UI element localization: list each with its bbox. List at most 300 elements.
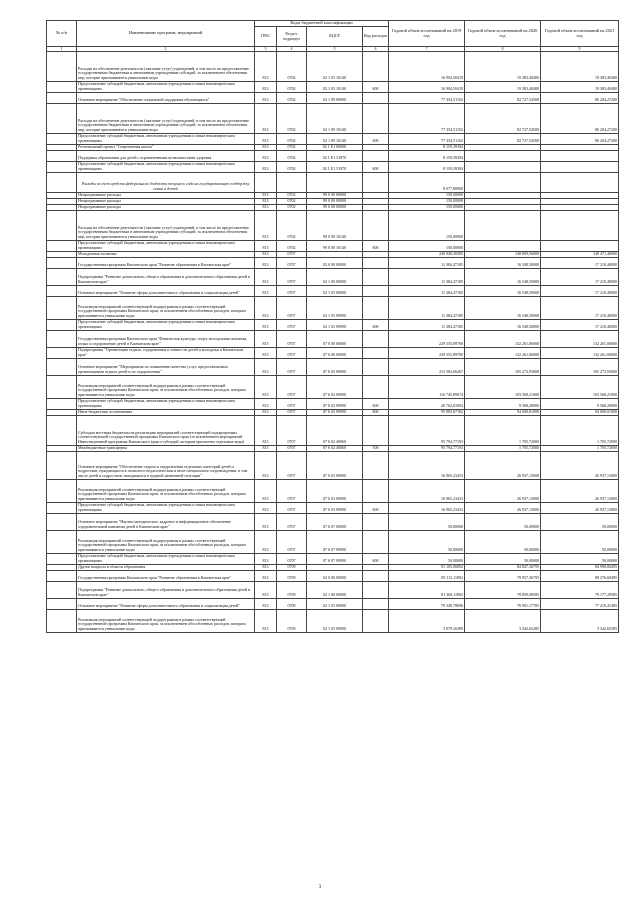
row-2021: 132 261,06000 [541, 348, 619, 359]
row-2021: 105 273,93000 [541, 359, 619, 376]
table-row [47, 452, 619, 480]
row-2019: 229 555,89700 [389, 331, 465, 348]
row-2021: 17 210,40000 [541, 297, 619, 320]
table-row [47, 514, 619, 531]
row-number [47, 286, 77, 297]
row-vr [363, 258, 389, 269]
col-number: 2 [77, 47, 255, 52]
row-section: 0702 [277, 199, 307, 205]
row-section: 0707 [277, 297, 307, 320]
row-grbs: 813 [255, 93, 277, 104]
row-2020: 1 705,72000 [465, 416, 541, 446]
row-section: 0709 [277, 610, 307, 633]
row-number [47, 104, 77, 134]
table-row [47, 554, 619, 565]
table-row [47, 359, 619, 376]
row-kcsr: 02 1 E1 00000 [307, 145, 363, 151]
row-section: 0709 [277, 582, 307, 599]
row-2020 [465, 173, 541, 193]
row-2020: 9 568,20000 [465, 399, 541, 410]
row-kcsr: 02 1 E1 51870 [307, 162, 363, 173]
row-section: 0707 [277, 480, 307, 503]
row-grbs: 813 [255, 582, 277, 599]
header-kcsr: КЦСР [307, 27, 363, 47]
row-number [47, 531, 77, 554]
row-grbs: 813 [255, 82, 277, 93]
row-2019: 16 904,50419 [389, 52, 465, 82]
table-row [47, 571, 619, 582]
row-number [47, 610, 77, 633]
row-2021: 132 261,06000 [541, 331, 619, 348]
row-2019: 16 965,23433 [389, 503, 465, 514]
table-row [47, 297, 619, 320]
row-number [47, 241, 77, 252]
row-2021: 17 210,40000 [541, 286, 619, 297]
row-2019: 229 555,89700 [389, 348, 465, 359]
header-2020: Годовой объем ассигнований на 2020 год [465, 21, 541, 47]
row-grbs: 813 [255, 348, 277, 359]
row-2020: 105 273,93000 [465, 359, 541, 376]
header-no: № п/п [47, 21, 77, 47]
row-2019: 81 368,11892 [389, 582, 465, 599]
row-section: 0707 [277, 269, 307, 286]
table-row [47, 52, 619, 82]
row-2021 [541, 162, 619, 173]
row-2020: 132 261,06000 [465, 331, 541, 348]
table-row [47, 93, 619, 104]
table-row [47, 151, 619, 162]
row-vr: 600 [363, 554, 389, 565]
row-2019: 95 794,77193 [389, 416, 465, 446]
row-kcsr [307, 173, 363, 193]
row-grbs: 813 [255, 104, 277, 134]
row-2019: 8 077,80000 [389, 173, 465, 193]
row-2019: 150,00000 [389, 211, 465, 241]
row-number [47, 480, 77, 503]
col-number: 7 [389, 47, 465, 52]
table-row [47, 376, 619, 399]
table-row [47, 286, 619, 297]
row-number [47, 599, 77, 610]
row-2021: 80 276,60495 [541, 571, 619, 582]
row-2021: 26 937,13000 [541, 452, 619, 480]
row-section: 0707 [277, 359, 307, 376]
table-row [47, 173, 619, 193]
row-kcsr: 02 1 09 10140 [307, 134, 363, 145]
row-2020: 50,00000 [465, 531, 541, 554]
row-section: 0702 [277, 162, 307, 173]
row-vr [363, 348, 389, 359]
row-2020: 148 809,56000 [465, 252, 541, 258]
row-section: 0707 [277, 514, 307, 531]
row-2020: 94 000,01000 [465, 410, 541, 416]
row-section: 0702 [277, 193, 307, 199]
row-number [47, 452, 77, 480]
row-2021: 19 383,40400 [541, 52, 619, 82]
row-name: Государственная программа Камчатского края "Физическая культура, спорт, молодежная политика, отдых и оздоровление детей в Камчатском крае" [77, 331, 255, 348]
row-2019: 50,00000 [389, 554, 465, 565]
row-name: Межбюджетные трансферты [77, 446, 255, 452]
row-2019: 213 582,66267 [389, 359, 465, 376]
row-2020: 26 937,13000 [465, 503, 541, 514]
row-section: 0702 [277, 93, 307, 104]
row-number [47, 297, 77, 320]
row-2019: 16 965,23433 [389, 452, 465, 480]
header-rzpr: Раздел, подраздел [277, 27, 307, 47]
row-name: Предоставление субсидий бюджетным, автономным учреждениям и иным некоммерческим организациям [77, 134, 255, 145]
row-name: Предоставление субсидий бюджетным, автономным учреждениям и иным некоммерческим организациям [77, 82, 255, 93]
row-kcsr: 07 6 02 00000 [307, 359, 363, 376]
row-kcsr: 07 6 03 09990 [307, 480, 363, 503]
row-2020: 82 727,54500 [465, 93, 541, 104]
page-number: 3 [318, 885, 322, 890]
table-row [47, 269, 619, 286]
row-2021: 17 210,40000 [541, 258, 619, 269]
row-name: Государственная программа Камчатского края "Развитие образования в Камчатском крае" [77, 571, 255, 582]
row-vr [363, 571, 389, 582]
row-kcsr: 99 0 00 00000 [307, 205, 363, 211]
header-vr: Вид расходов [363, 27, 389, 47]
row-2021: 50,00000 [541, 514, 619, 531]
row-vr: 600 [363, 399, 389, 410]
row-name: Государственная программа Камчатского края "Развитие образования в Камчатском крае" [77, 258, 255, 269]
row-section: 0707 [277, 399, 307, 410]
row-number [47, 331, 77, 348]
row-name: Реализация мероприятий соответствующей подпрограммы в рамках соответствующей государственной программы Камчатского края, за исключением обособленных расходов, которым присваиваются уникальные коды [77, 531, 255, 554]
table-row [47, 399, 619, 410]
row-section: 0702 [277, 52, 307, 82]
row-2020 [465, 151, 541, 162]
table-row [47, 320, 619, 331]
row-2020: 19 383,40400 [465, 82, 541, 93]
row-name: Субсидии местным бюджетам на реализацию мероприятий соответствующей подпрограммы соответствующей государственной программы Камчатского края (за исключением мероприятий Инвестиционной программы Камчатского края и субсидий, которым присвоены отдельные коды) [77, 416, 255, 446]
row-section: 0707 [277, 331, 307, 348]
row-2019: 8 159,39394 [389, 162, 465, 173]
row-kcsr: 02 1 03 09990 [307, 297, 363, 320]
row-number [47, 162, 77, 173]
row-2020: 84 847,36795 [465, 565, 541, 571]
row-2020: 19 383,40400 [465, 52, 541, 82]
row-vr [363, 416, 389, 446]
row-name: Расходы на обеспечение деятельности (оказание услуг) учреждений, в том числе на предоставление государственным бюджетным и автономным учреждениям субсидий, за исключением обеспечения мер, которые присваиваются уникальные коды [77, 104, 255, 134]
table-row [47, 503, 619, 514]
row-section: 0707 [277, 320, 307, 331]
row-section: 0707 [277, 446, 307, 452]
row-section: 0702 [277, 82, 307, 93]
row-name: Непрограммные расходы [77, 205, 255, 211]
row-section: 0707 [277, 554, 307, 565]
row-grbs: 813 [255, 269, 277, 286]
row-section: 0709 [277, 565, 307, 571]
row-name: Предоставление субсидий бюджетным, автономным учреждениям и иным некоммерческим организациям [77, 554, 255, 565]
row-2020 [465, 241, 541, 252]
row-section: 0707 [277, 503, 307, 514]
row-vr [363, 331, 389, 348]
budget-table [46, 20, 619, 633]
row-vr [363, 173, 389, 193]
row-vr [363, 359, 389, 376]
row-number [47, 93, 77, 104]
row-kcsr: 02 1 09 00000 [307, 93, 363, 104]
row-2019: 50,00000 [389, 514, 465, 531]
row-name: Основное мероприятие "Мероприятия по повышению качества услуг, предоставляемых организациями отдыха детей и их оздоровления" [77, 359, 255, 376]
row-vr [363, 211, 389, 241]
row-name: Предоставление субсидий бюджетным, автономным учреждениям и иным некоммерческим организациям [77, 399, 255, 410]
row-grbs: 813 [255, 162, 277, 173]
row-grbs: 813 [255, 211, 277, 241]
row-2020: 16 548,50000 [465, 286, 541, 297]
row-2019: 77 354,51102 [389, 104, 465, 134]
table-row [47, 582, 619, 599]
table-row [47, 531, 619, 554]
row-name: Предоставление субсидий бюджетным, автономным учреждениям и иным некоммерческим организациям [77, 320, 255, 331]
row-name: Предоставление субсидий бюджетным, автономным учреждениям и иным некоммерческим организациям [77, 503, 255, 514]
row-vr: 600 [363, 134, 389, 145]
table-row [47, 104, 619, 134]
row-section: 0702 [277, 145, 307, 151]
row-name: Подпрограмма "Организация отдыха, оздоровления и занятости детей и молодежи в Камчатском крае" [77, 348, 255, 359]
row-vr: 600 [363, 162, 389, 173]
row-2019: 77 354,51102 [389, 93, 465, 104]
row-section: 0702 [277, 151, 307, 162]
row-2020: 50,00000 [465, 554, 541, 565]
row-grbs: 813 [255, 610, 277, 633]
table-row [47, 599, 619, 610]
row-2019: 150,00000 [389, 193, 465, 199]
row-vr [363, 376, 389, 399]
table-row [47, 162, 619, 173]
header-codes: Коды бюджетной классификации [255, 21, 389, 27]
row-grbs: 813 [255, 571, 277, 582]
row-section: 0707 [277, 252, 307, 258]
row-grbs: 813 [255, 134, 277, 145]
row-vr [363, 269, 389, 286]
row-2019: 79 349,78696 [389, 599, 465, 610]
row-2021 [541, 173, 619, 193]
col-number: 5 [307, 47, 363, 52]
row-name: Молодежная политика [77, 252, 255, 258]
row-2021: 1 705,72000 [541, 416, 619, 446]
row-name: Непрограммные расходы [77, 199, 255, 205]
row-name: Расходы на обеспечение деятельности (оказание услуг) учреждений, в том числе на предоставление государственным бюджетным и автономным учреждениям субсидий, за исключением обеспечения мер, которые присваиваются уникальные коды [77, 211, 255, 241]
row-name: Расходы на обеспечение деятельности (оказание услуг) учреждений, в том числе на предоставление государственным бюджетным и автономным учреждениям субсидий, за исключением обеспечения мер, которые присваиваются уникальные коды [77, 52, 255, 82]
row-grbs: 813 [255, 241, 277, 252]
row-name: Иные бюджетные ассигнования [77, 410, 255, 416]
row-name: Другие вопросы в области образования [77, 565, 255, 571]
row-vr: 600 [363, 503, 389, 514]
row-2019: 95 983,67182 [389, 410, 465, 416]
col-number: 9 [541, 47, 619, 52]
row-kcsr: 07 0 00 00000 [307, 331, 363, 348]
row-vr: 800 [363, 410, 389, 416]
row-kcsr: 02 1 03 10140 [307, 82, 363, 93]
row-number [47, 348, 77, 359]
row-grbs: 813 [255, 193, 277, 199]
row-kcsr: 99 0 00 10140 [307, 241, 363, 252]
table-header [47, 21, 619, 47]
row-name: Реализация мероприятий соответствующей подпрограммы в рамках соответствующей государственной программы Камчатского края, за исключением обособленных расходов, которым присваиваются уникальные коды [77, 610, 255, 633]
table-row [47, 610, 619, 633]
table-row [47, 348, 619, 359]
table-row [47, 241, 619, 252]
row-2019: 50,00000 [389, 531, 465, 554]
row-vr [363, 151, 389, 162]
row-vr [363, 297, 389, 320]
row-2021: 26 937,13000 [541, 503, 619, 514]
table-row [47, 134, 619, 145]
row-section: 0707 [277, 452, 307, 480]
row-grbs: 813 [255, 416, 277, 446]
row-section: 0702 [277, 104, 307, 134]
row-2020: 16 548,50000 [465, 269, 541, 286]
row-2020 [465, 162, 541, 173]
row-number [47, 554, 77, 565]
row-section: 0707 [277, 348, 307, 359]
row-kcsr: 99 0 00 10140 [307, 211, 363, 241]
row-kcsr: 02 1 09 10140 [307, 104, 363, 134]
row-grbs: 813 [255, 286, 277, 297]
row-grbs: 813 [255, 452, 277, 480]
row-grbs: 813 [255, 359, 277, 376]
row-vr [363, 480, 389, 503]
row-kcsr: 07 6 03 09990 [307, 503, 363, 514]
row-kcsr: 99 0 00 00000 [307, 193, 363, 199]
col-number: 1 [47, 47, 77, 52]
row-grbs: 813 [255, 52, 277, 82]
row-kcsr: 02 1 00 00000 [307, 582, 363, 599]
row-2019: 77 354,51102 [389, 134, 465, 145]
row-grbs: 813 [255, 599, 277, 610]
col-number: 8 [465, 47, 541, 52]
row-section: 0707 [277, 258, 307, 269]
row-name: Предоставление субсидий бюджетным, автономным учреждениям и иным некоммерческим организациям [77, 162, 255, 173]
row-name: Основное мероприятие "Научно-методическое, кадровое и информационное обеспечение оздоровительной кампании детей в Камчатском крае" [77, 514, 255, 531]
row-number [47, 503, 77, 514]
row-2020: 76 901,17785 [465, 599, 541, 610]
row-name: Подпрограмма "Развитие дошкольного, общего образования и дополнительного образования детей в Камчатском крае" [77, 269, 255, 286]
row-name: Региональный проект "Современная школа" [77, 145, 255, 151]
row-grbs: 813 [255, 252, 277, 258]
row-2020: 78 859,08585 [465, 582, 541, 599]
row-2021: 94 000,01000 [541, 410, 619, 416]
row-section: 0707 [277, 410, 307, 416]
row-2021 [541, 241, 619, 252]
row-2020 [465, 211, 541, 241]
header-2019: Годовой объем ассигнований на 2019 год [389, 21, 465, 47]
row-2019: 11 384,47185 [389, 286, 465, 297]
row-number [47, 376, 77, 399]
row-2020: 26 937,13000 [465, 480, 541, 503]
row-2019: 11 384,47185 [389, 320, 465, 331]
row-grbs: 813 [255, 531, 277, 554]
row-number [47, 399, 77, 410]
row-section: 0702 [277, 241, 307, 252]
row-kcsr: 02 0 00 00000 [307, 258, 363, 269]
row-number [47, 514, 77, 531]
budget-table-sheet [46, 20, 618, 633]
row-grbs: 813 [255, 554, 277, 565]
col-number: 4 [277, 47, 307, 52]
row-grbs: 813 [255, 399, 277, 410]
col-number: 3 [255, 47, 277, 52]
row-2020: 82 727,54500 [465, 104, 541, 134]
row-2019: 8 159,39394 [389, 151, 465, 162]
row-2019: 150,00000 [389, 241, 465, 252]
row-vr: 600 [363, 82, 389, 93]
row-number [47, 134, 77, 145]
row-kcsr: 02 1 E1 51870 [307, 151, 363, 162]
row-vr [363, 514, 389, 531]
row-grbs: 813 [255, 320, 277, 331]
row-2021: 50,00000 [541, 531, 619, 554]
row-name: Основное мероприятие "Обеспечение отдыха и оздоровления отдельных категорий детей и подростков, нуждающихся в психолого-педагогическом и иное специальном сопровождении, в том числе детей и подростков, находящихся в трудной жизненной ситуации" [77, 452, 255, 480]
row-name: Реализация мероприятий соответствующей подпрограммы в рамках соответствующей государственной программы Камчатского края, за исключением обособленных расходов, которым присваиваются уникальные коды [77, 297, 255, 320]
table-row [47, 258, 619, 269]
row-section [277, 173, 307, 193]
row-2021: 26 937,13000 [541, 480, 619, 503]
row-2021: 9 568,20000 [541, 399, 619, 410]
row-name: Реализация мероприятий соответствующей подпрограммы в рамках соответствующей государственной программы Камчатского края, за исключением обособленных расходов, которым присваиваются уникальные коды [77, 480, 255, 503]
row-2021: 17 210,40000 [541, 320, 619, 331]
row-2021: 79 177,29585 [541, 582, 619, 599]
row-name: Поддержка образования для детей с ограниченными возможностями здоровья [77, 151, 255, 162]
table-body [47, 47, 619, 633]
row-vr [363, 93, 389, 104]
table-row [47, 480, 619, 503]
row-section: 0709 [277, 599, 307, 610]
row-grbs: 813 [255, 480, 277, 503]
row-kcsr: 02 0 00 00000 [307, 571, 363, 582]
row-section: 0702 [277, 134, 307, 145]
row-kcsr: 07 6 02 09990 [307, 376, 363, 399]
row-2021: 86 204,27200 [541, 104, 619, 134]
row-2021: 84 998,06495 [541, 565, 619, 571]
row-2021: 86 204,27200 [541, 134, 619, 145]
row-grbs: 813 [255, 514, 277, 531]
row-number [47, 258, 77, 269]
row-grbs: 813 [255, 331, 277, 348]
row-2021: 77 219,41485 [541, 599, 619, 610]
row-number [47, 416, 77, 446]
row-name: Подпрограмма "Развитие дошкольного, общего образования и дополнительного образования детей в Камчатском крае" [77, 582, 255, 599]
row-grbs: 813 [255, 376, 277, 399]
row-number [47, 582, 77, 599]
row-number [47, 359, 77, 376]
row-section: 0707 [277, 376, 307, 399]
row-grbs: 813 [255, 258, 277, 269]
row-2019: 16 904,50419 [389, 82, 465, 93]
row-vr: 600 [363, 241, 389, 252]
row-kcsr: 07 6 03 00000 [307, 452, 363, 480]
row-2021: 19 383,40400 [541, 82, 619, 93]
row-grbs: 813 [255, 145, 277, 151]
row-grbs [255, 173, 277, 193]
row-section: 0707 [277, 531, 307, 554]
row-name: Основное мероприятие "Развитие сферы дополнительного образования и социализация детей" [77, 599, 255, 610]
row-2021: 3 342,65285 [541, 610, 619, 633]
row-section: 0709 [277, 571, 307, 582]
row-kcsr: 02 1 03 00000 [307, 599, 363, 610]
row-2020: 79 957,36795 [465, 571, 541, 582]
header-name: Наименование программ, мероприятий [77, 21, 255, 47]
row-kcsr: 07 6 07 00000 [307, 514, 363, 531]
row-kcsr: 02 1 03 00000 [307, 286, 363, 297]
header-2021: Годовой объем ассигнований на 2021 год [541, 21, 619, 47]
row-grbs: 813 [255, 410, 277, 416]
row-2019: 3 079,16389 [389, 610, 465, 633]
row-kcsr: 07 6 02 09990 [307, 410, 363, 416]
row-2019: 85 113,11892 [389, 571, 465, 582]
